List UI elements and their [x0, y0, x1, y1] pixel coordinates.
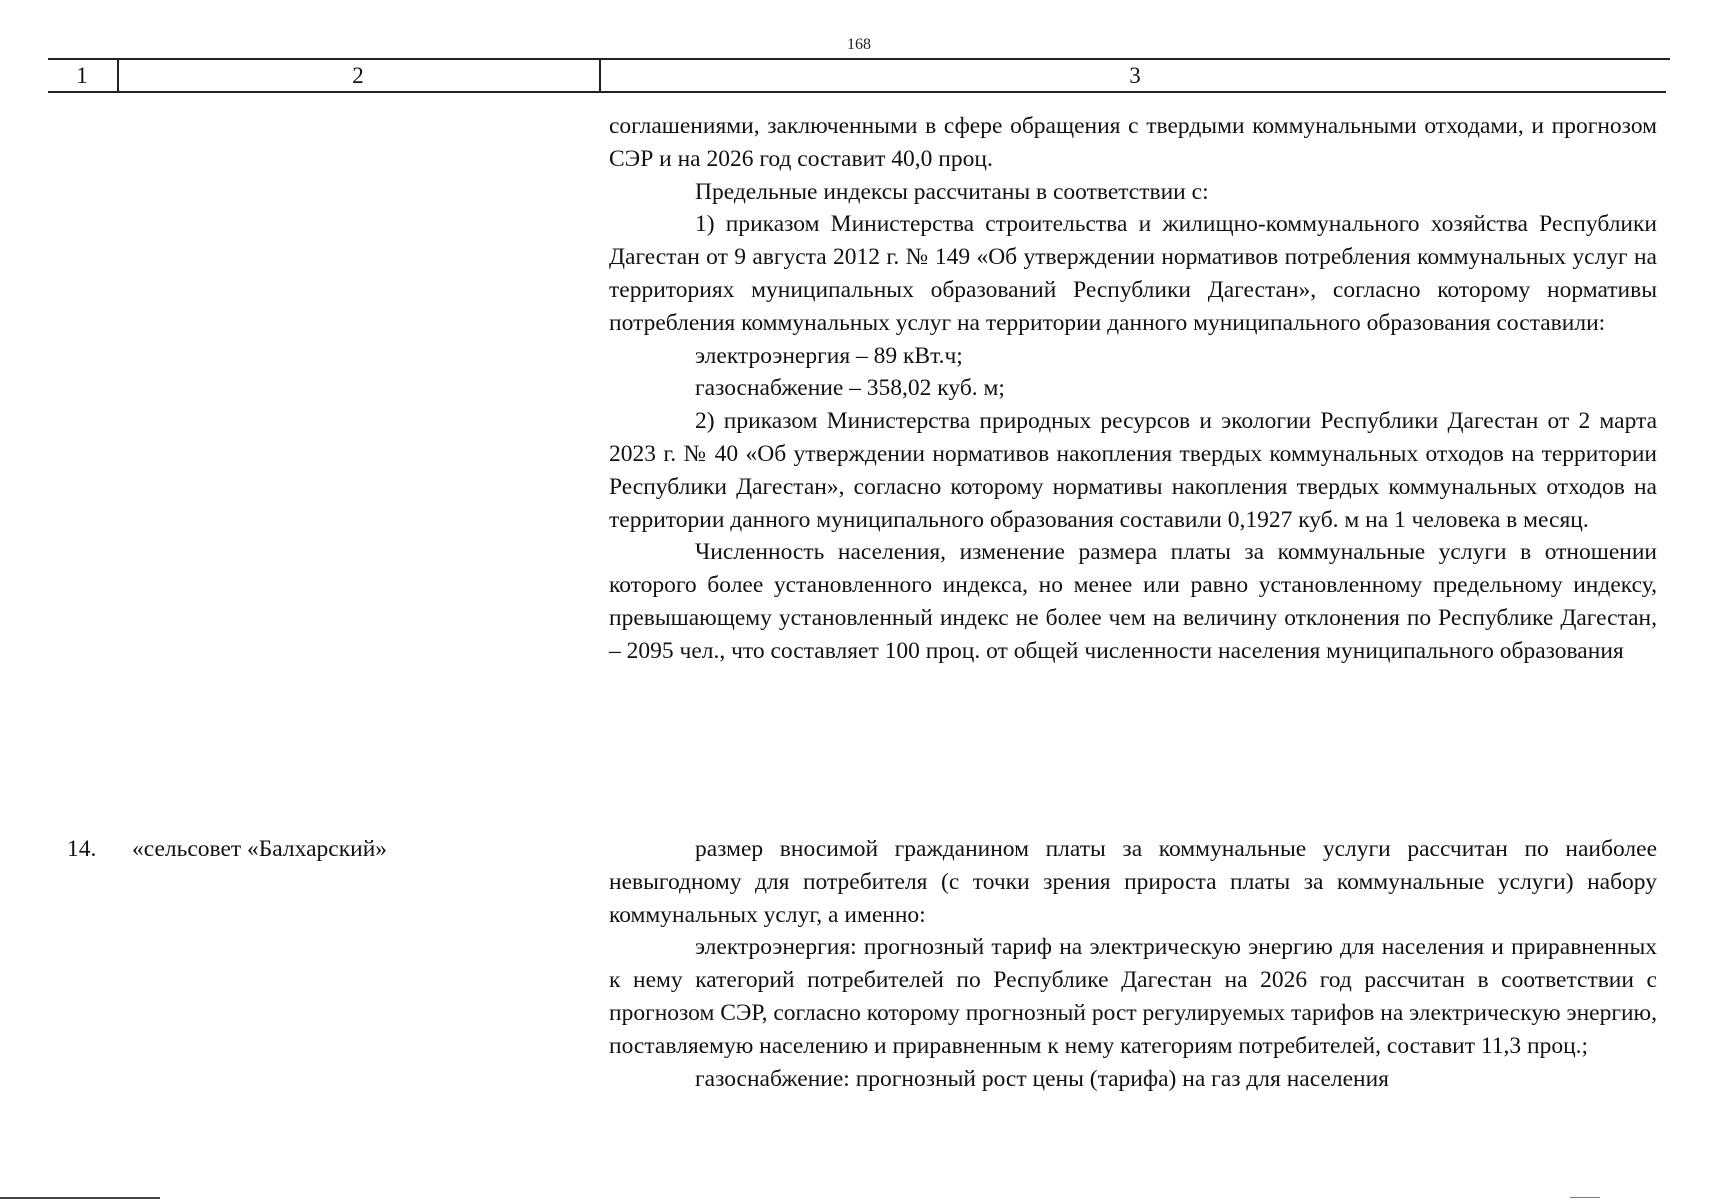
- table-header-top-border: [48, 58, 1670, 60]
- paragraph: Численность населения, изменение размера платы за коммунальные услуги в отношении которого более установленного индекса, но менее или равно установленному предельному индексу, превышающему установленный индекс не более чем на величину отклонения по Республике Дагестан, – 2095 чел., что составляет 100 проц. от общей численности населения муниципального образования: [609, 539, 1657, 664]
- paragraph: размер вносимой гражданином платы за коммунальные услуги рассчитан по наиболее невыгодному для потребителя (с точки зрения прироста платы за коммунальные услуги) набору коммунальных услуг, а именно:: [609, 836, 1657, 928]
- municipality-name: «сельсовет «Балхарский»: [132, 836, 388, 862]
- list-item: газоснабжение – 358,02 куб. м;: [695, 375, 1005, 402]
- bottom-border: [1570, 1197, 1600, 1198]
- row-description: [609, 833, 1657, 1095]
- header-col-3: 3: [1129, 63, 1141, 88]
- paragraph: 2) приказом Министерства природных ресурсов и экологии Республики Дагестан от 2 марта 2023 г. № 40 «Об утверждении нормативов накопления твердых коммунальных отходов на территории Республики Дагестан», согласно которому нормативы накопления твердых коммунальных отходов на территории данного муниципального образования составили 0,1927 куб. м на 1 человека в месяц.: [609, 408, 1657, 533]
- header-col-2: 2: [352, 63, 364, 88]
- paragraph: 1) приказом Министерства строительства и жилищно-коммунального хозяйства Республики Дагестан от 9 августа 2012 г. № 149 «Об утверждении нормативов потребления коммунальных услуг на территориях муниципальных образований Республики Дагестан», согласно которому нормативы потребления коммунальных услуг на территории данного муниципального образования составили:: [609, 211, 1657, 336]
- header-col-1: 1: [76, 63, 88, 88]
- continued-description: [609, 110, 1657, 668]
- bottom-border: [0, 1197, 160, 1199]
- paragraph: газоснабжение: прогнозный рост цены (тарифа) на газ для населения: [695, 1065, 1389, 1092]
- paragraph: соглашениями, заключенными в сфере обращения с твердыми коммунальными отходами, и прогнозом СЭР и на 2026 год составит 40,0 проц.: [609, 113, 1657, 172]
- page-number: 168: [847, 36, 871, 53]
- paragraph: Предельные индексы рассчитаны в соответствии с:: [695, 178, 1209, 205]
- paragraph: электроэнергия: прогнозный тариф на электрическую энергию для населения и приравненных к нему категорий потребителей по Республике Дагестан на 2026 год рассчитан в соответствии с прогнозом СЭР, согласно которому прогнозный рост регулируемых тарифов на электрическую энергию, поставляемую населению и приравненным к нему категориям потребителей, составит 11,3 проц.;: [609, 934, 1657, 1059]
- table-header-bottom-border: [48, 91, 1666, 93]
- list-item: электроэнергия – 89 кВт.ч;: [695, 342, 963, 369]
- row-number: 14.: [67, 836, 97, 862]
